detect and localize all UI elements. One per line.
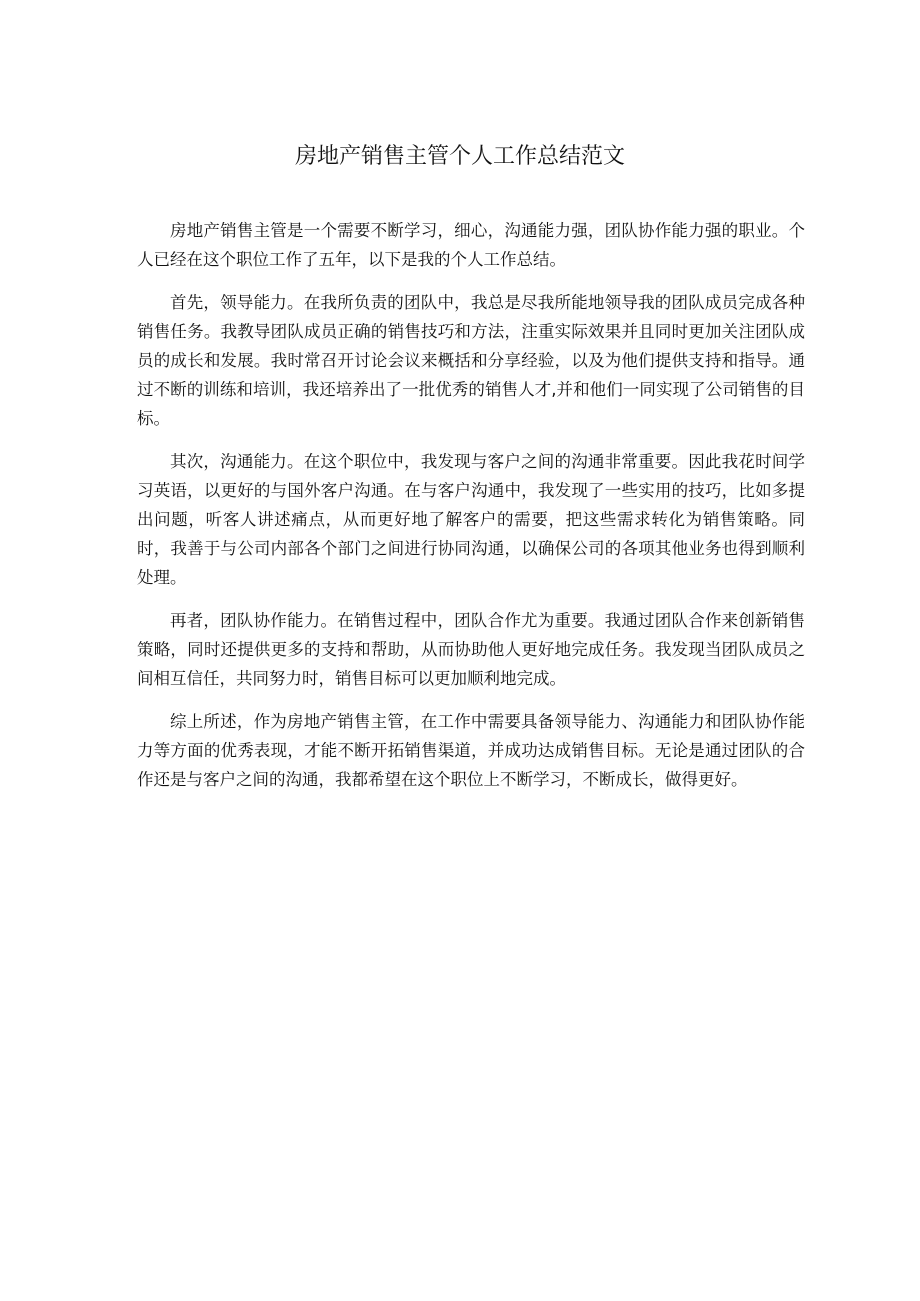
paragraph-intro: 房地产销售主管是一个需要不断学习，细心，沟通能力强，团队协作能力强的职业。个人已经在这个职位工作了五年，以下是我的个人工作总结。	[137, 221, 805, 269]
paragraph-conclusion: 综上所述，作为房地产销售主管，在工作中需要具备领导能力、沟通能力和团队协作能力等方面的优秀表现，才能不断开拓销售渠道，并成功达成销售目标。无论是通过团队的合作还是与客户之间的沟通，我都希望在这个职位上不断学习，不断成长，做得更好。	[137, 712, 805, 789]
paragraph-communication: 其次，沟通能力。在这个职位中，我发现与客户之间的沟通非常重要。因此我花时间学习英语，以更好的与国外客户沟通。在与客户沟通中，我发现了一些实用的技巧，比如多提出问题，听客人讲述痛点，从而更好地了解客户的需要，把这些需求转化为销售策略。同时，我善于与公司内部各个部门之间进行协同沟通，以确保公司的各项其他业务也得到顺利处理。	[137, 452, 805, 587]
document-title: 房地产销售主管个人工作总结范文	[294, 144, 625, 169]
paragraph-leadership: 首先，领导能力。在我所负责的团队中，我总是尽我所能地领导我的团队成员完成各种销售任务。我教导团队成员正确的销售技巧和方法，注重实际效果并且同时更加关注团队成员的成长和发展。我时常召开讨论会议来概括和分享经验，以及为他们提供支持和指导。通过不断的训练和培训，我还培养出了一批优秀的销售人才,并和他们一同实现了公司销售的目标。	[137, 293, 805, 428]
paragraph-teamwork: 再者，团队协作能力。在销售过程中，团队合作尤为重要。我通过团队合作来创新销售策略，同时还提供更多的支持和帮助，从而协助他人更好地完成任务。我发现当团队成员之间相互信任，共同努力时，销售目标可以更加顺利地完成。	[137, 611, 805, 688]
document-body	[137, 216, 805, 808]
